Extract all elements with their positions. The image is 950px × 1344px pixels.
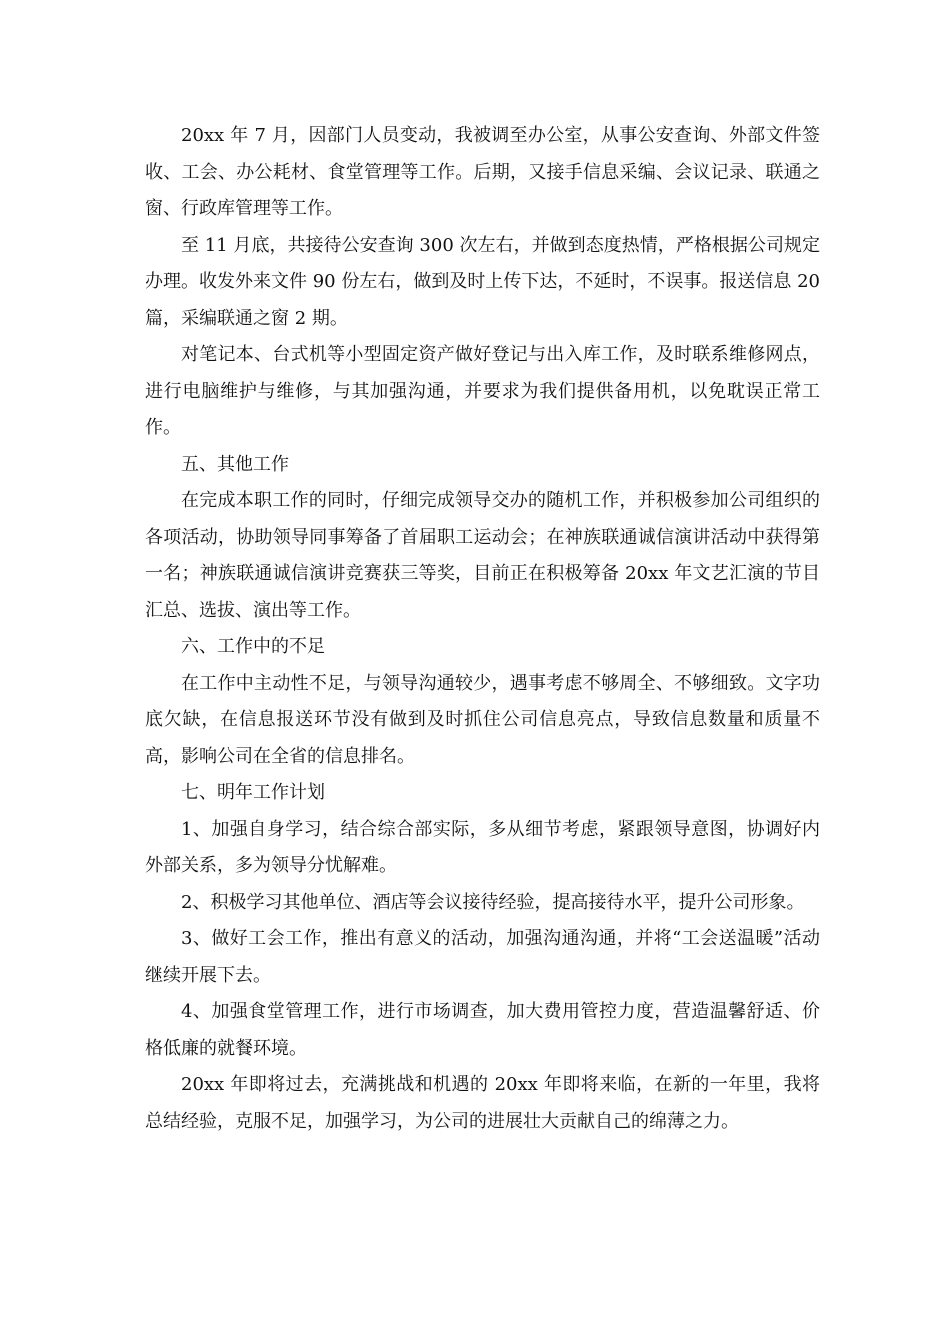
- paragraph-shortcomings: 在工作中主动性不足，与领导沟通较少，遇事考虑不够周全、不够细致。文字功底欠缺，在信息报送环节没有做到及时抓住公司信息亮点，导致信息数量和质量不高，影响公司在全省的信息排名。: [145, 672, 820, 767]
- plan-item-3: 3、做好工会工作，推出有意义的活动，加强沟通沟通，并将“工会送温暖”活动继续开展下去。: [145, 928, 820, 986]
- paragraph-asset-management: 对笔记本、台式机等小型固定资产做好登记与出入库工作，及时联系维修网点，进行电脑维护与维修，与其加强沟通，并要求为我们提供备用机，以免耽误正常工作。: [145, 344, 820, 438]
- paragraph-other-work: 在完成本职工作的同时，仔细完成领导交办的随机工作，并积极参加公司组织的各项活动，协助领导同事筹备了首届职工运动会；在神族联通诚信演讲活动中获得第一名；神族联通诚信演讲竞赛获三等奖，目前正在积极筹备 20xx 年文艺汇演的节目汇总、选拔、演出等工作。: [145, 490, 820, 621]
- document-body: [145, 118, 820, 1140]
- plan-item-1: 1、加强自身学习，结合综合部实际，多从细节考虑，紧跟领导意图，协调好内外部关系，多为领导分忧解难。: [145, 818, 820, 876]
- paragraph-closing: 20xx 年即将过去，充满挑战和机遇的 20xx 年即将来临，在新的一年里，我将总结经验，克服不足，加强学习，为公司的进展壮大贡献自己的绵薄之力。: [145, 1074, 820, 1132]
- paragraph-office-transfer: 20xx 年 7 月，因部门人员变动，我被调至办公室，从事公安查询、外部文件签收、工会、办公耗材、食堂管理等工作。后期，又接手信息采编、会议记录、联通之窗、行政库管理等工作。: [145, 125, 820, 219]
- paragraph-reception-stats: 至 11 月底，共接待公安查询 300 次左右，并做到态度热情，严格根据公司规定办理。收发外来文件 90 份左右，做到及时上传下达，不延时，不误事。报送信息 20 篇，采编联通之窗 2 期。: [145, 234, 820, 329]
- plan-item-4: 4、加强食堂管理工作，进行市场调查，加大费用管控力度，营造温馨舒适、价格低廉的就餐环境。: [145, 1001, 820, 1059]
- section-heading-other-work: 五、其他工作: [181, 453, 289, 475]
- plan-item-2: 2、积极学习其他单位、酒店等会议接待经验，提高接待水平，提升公司形象。: [181, 891, 805, 913]
- section-heading-shortcomings: 六、工作中的不足: [181, 636, 325, 657]
- section-heading-next-year-plan: 七、明年工作计划: [181, 782, 325, 803]
